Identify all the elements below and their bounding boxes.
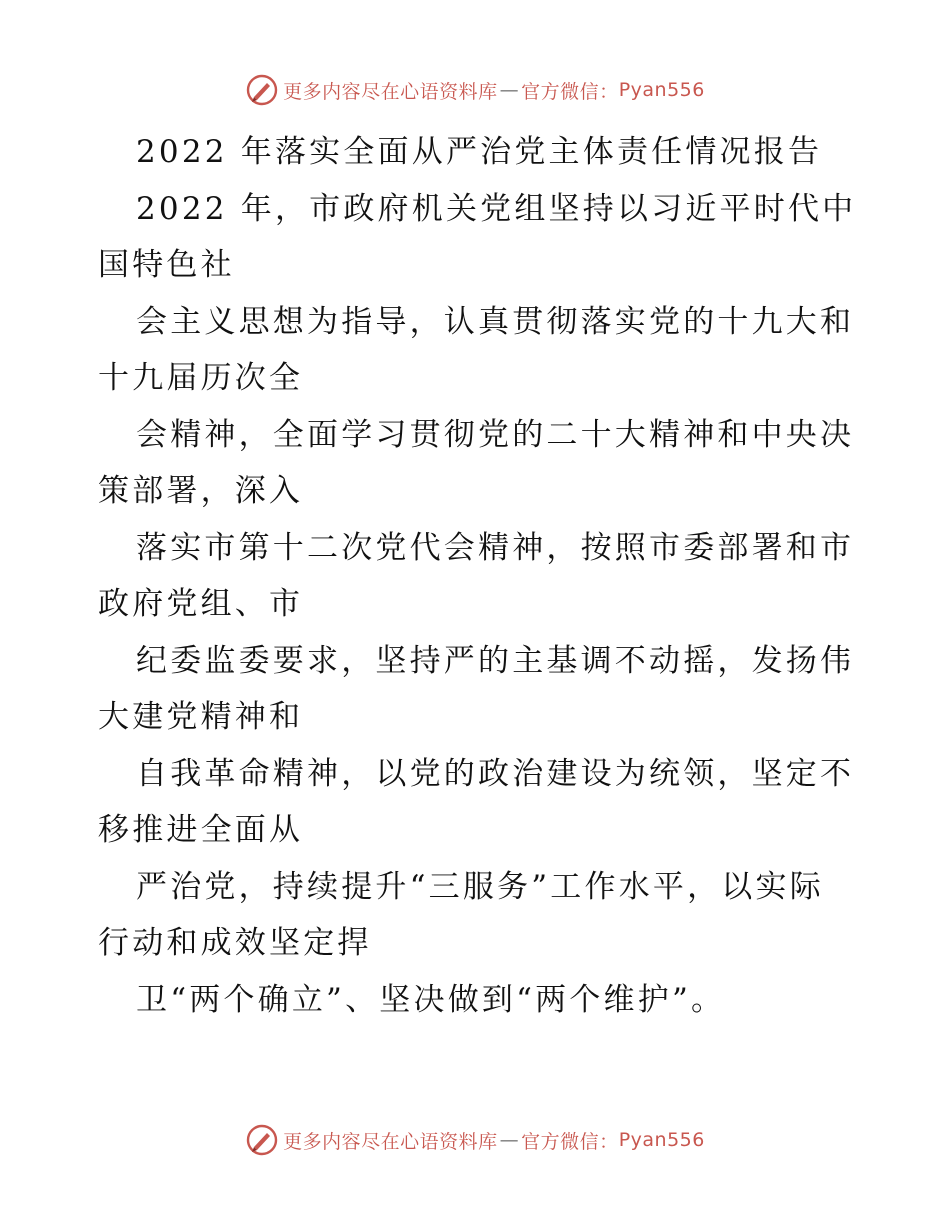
paragraph-line: 严治党，持续提升“三服务”工作水平，以实际 [136, 868, 824, 905]
paragraph-line: 十九届历次全 [98, 360, 304, 396]
watermark-id: Pyan556 [618, 1129, 705, 1151]
watermark-suffix: 官方微信： [521, 80, 619, 103]
paragraph-line: 行动和成效坚定捍 [98, 925, 372, 961]
paragraph-line: 移推进全面从 [98, 812, 304, 848]
pen-logo-icon [245, 1123, 279, 1157]
paragraph-line: 卫“两个确立”、坚决做到“两个维护”。 [136, 981, 726, 1018]
watermark-suffix: 官方微信： [521, 1130, 619, 1153]
watermark-text: 更多内容尽在心语资料库 [283, 80, 498, 103]
paragraph-line: 大建党精神和 [98, 699, 304, 735]
watermark-id: Pyan556 [618, 79, 705, 101]
header-watermark [0, 72, 950, 108]
pen-logo-icon [245, 73, 279, 107]
paragraph-line: 2022 年，市政府机关党组坚持以习近平时代中 [136, 190, 857, 227]
document-body [98, 124, 858, 1028]
watermark-separator: — [499, 1129, 520, 1151]
paragraph-line: 会主义思想为指导，认真贯彻落实党的十九大和 [136, 303, 855, 340]
paragraph-line: 政府党组、市 [98, 586, 304, 622]
paragraph-line: 落实市第十二次党代会精神，按照市委部署和市 [136, 529, 855, 566]
paragraph-line: 国特色社 [98, 247, 235, 283]
paragraph-line: 纪委监委要求，坚持严的主基调不动摇，发扬伟 [136, 642, 855, 679]
paragraph-line: 自我革命精神，以党的政治建设为统领，坚定不 [136, 755, 855, 792]
document-title: 2022 年落实全面从严治党主体责任情况报告 [136, 134, 823, 170]
watermark-text: 更多内容尽在心语资料库 [283, 1130, 498, 1153]
paragraph-line: 策部署，深入 [98, 473, 304, 509]
paragraph-line: 会精神，全面学习贯彻党的二十大精神和中央决 [136, 416, 855, 453]
footer-watermark [0, 1122, 950, 1158]
watermark-separator: — [499, 79, 520, 101]
